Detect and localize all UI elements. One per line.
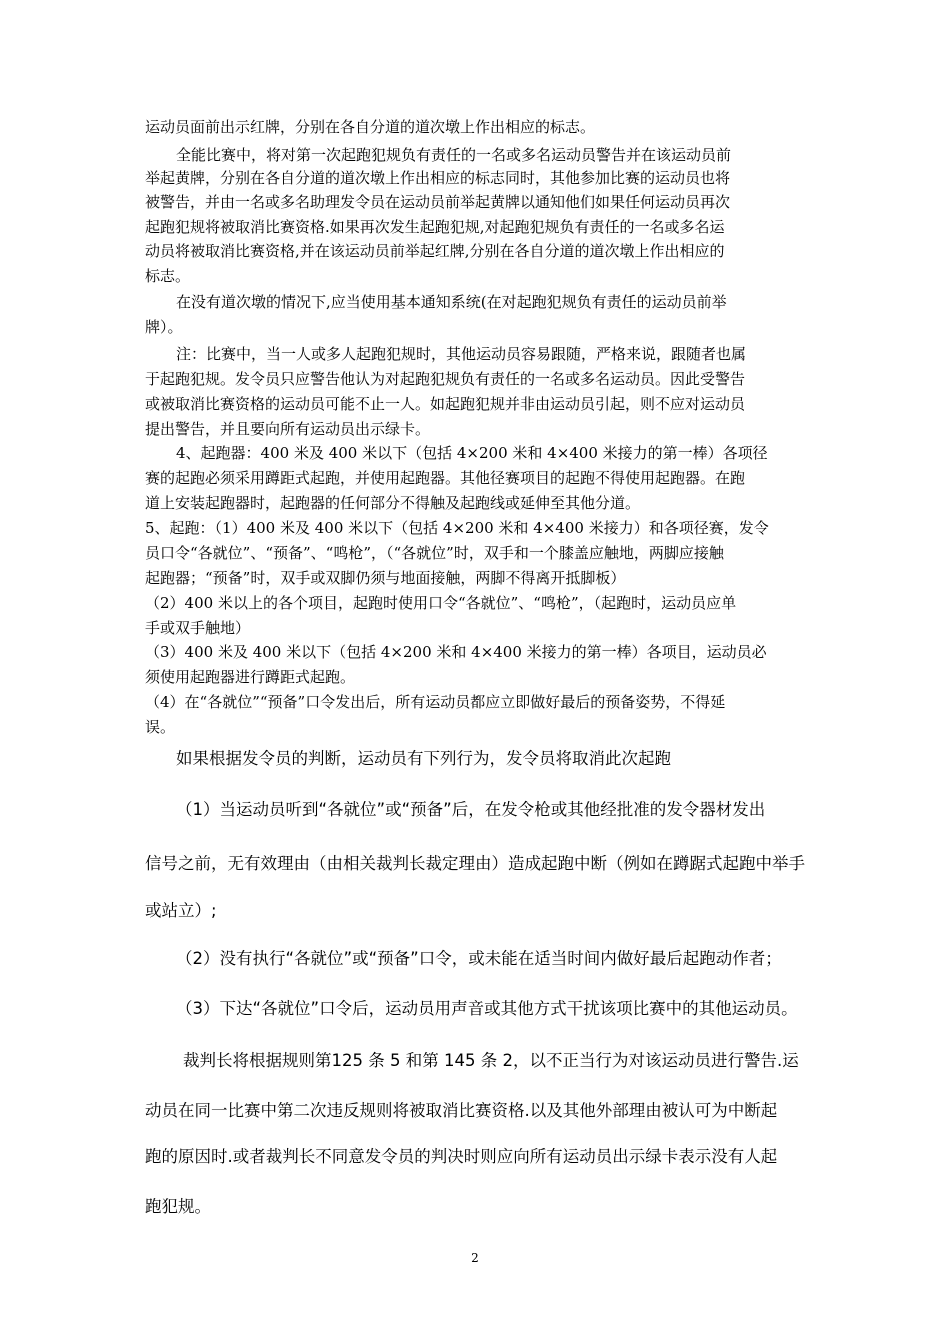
paragraph-line: 须使用起跑器进行蹲距式起跑。 bbox=[145, 668, 356, 686]
paragraph-line: 在没有道次墩的情况下,应当使用基本通知系统(在对起跑犯规负有责任的运动员前举 bbox=[176, 293, 727, 311]
paragraph-line: 道上安装起跑器时，起跑器的任何部分不得触及起跑线或延伸至其他分道。 bbox=[145, 494, 641, 512]
paragraph-line: 员口令“各就位”、“预备”、“鸣枪”，（“各就位”时，双手和一个膝盖应触地，两脚应接触 bbox=[145, 544, 724, 562]
paragraph-line: 举起黄牌，分别在各自分道的道次墩上作出相应的标志同时，其他参加比赛的运动员也将 bbox=[145, 169, 731, 187]
note-line: 提出警告，并且要向所有运动员出示绿卡。 bbox=[145, 420, 431, 438]
paragraph-line: 被警告，并由一名或多名助理发令员在运动员前举起黄牌以通知他们如果任何运动员再次 bbox=[145, 193, 731, 211]
paragraph-line: 动员在同一比赛中第二次违反规则将被取消比赛资格.以及其他外部理由被认可为中断起 bbox=[145, 1101, 778, 1120]
paragraph-line: 跑的原因时.或者裁判长不同意发令员的判决时则应向所有运动员出示绿卡表示没有人起 bbox=[145, 1147, 778, 1166]
paragraph-line: （2）没有执行“各就位”或“预备”口令，或未能在适当时间内做好最后起跑动作者； bbox=[176, 949, 782, 968]
note-line: 于起跑犯规。发令员只应警告他认为对起跑犯规负有责任的一名或多名运动员。因此受警告 bbox=[145, 370, 746, 388]
paragraph-line: 信号之前，无有效理由（由相关裁判长裁定理由）造成起跑中断（例如在蹲踞式起跑中举手 bbox=[145, 854, 805, 873]
paragraph-line: （2）400 米以上的各个项目，起跑时使用口令“各就位”、“鸣枪”，（起跑时，运动员应单 bbox=[145, 594, 737, 612]
paragraph-line: 或站立）; bbox=[145, 901, 217, 920]
page-number: 2 bbox=[471, 1251, 479, 1265]
paragraph-line: （3）下达“各就位”口令后，运动员用声音或其他方式干扰该项比赛中的其他运动员。 bbox=[176, 999, 798, 1018]
paragraph-line: （3）400 米及 400 米以下（包括 4×200 米和 4×400 米接力的第一棒）各项目，运动员必 bbox=[145, 643, 767, 661]
paragraph-line: （1）当运动员听到“各就位”或“预备”后，在发令枪或其他经批准的发令器材发出 bbox=[176, 800, 766, 819]
note-line: 注：比赛中，当一人或多人起跑犯规时，其他运动员容易跟随，严格来说，跟随者也属 bbox=[176, 345, 747, 363]
paragraph-line: 误。 bbox=[145, 718, 176, 736]
paragraph-line: 起跑犯规将被取消比赛资格.如果再次发生起跑犯规,对起跑犯规负有责任的一名或多名运 bbox=[145, 218, 725, 236]
paragraph-line: 标志。 bbox=[145, 267, 191, 285]
paragraph-line: 裁判长将根据规则第125 条 5 和第 145 条 2，以不正当行为对该运动员进行警告.运 bbox=[183, 1051, 799, 1070]
paragraph-line: 手或双手触地） bbox=[145, 619, 251, 637]
note-line: 或被取消比赛资格的运动员可能不止一人。如起跑犯规并非由运动员引起，则不应对运动员 bbox=[145, 395, 746, 413]
paragraph-line: 牌）。 bbox=[145, 318, 183, 336]
paragraph-line: 赛的起跑必须采用蹲距式起跑，并使用起跑器。其他径赛项目的起跑不得使用起跑器。在跑 bbox=[145, 469, 746, 487]
paragraph-line: （4）在“各就位”“预备”口令发出后，所有运动员都应立即做好最后的预备姿势，不得延 bbox=[145, 693, 726, 711]
paragraph-line: 跑犯规。 bbox=[145, 1197, 211, 1216]
paragraph-line: 4、起跑器：400 米及 400 米以下（包括 4×200 米和 4×400 米接力的第一棒）各项径 bbox=[176, 444, 768, 462]
paragraph-line: 起跑器；“预备”时，双手或双脚仍须与地面接触，两脚不得离开抵脚板） bbox=[145, 569, 626, 587]
paragraph-line: 全能比赛中，将对第一次起跑犯规负有责任的一名或多名运动员警告并在该运动员前 bbox=[176, 146, 732, 164]
paragraph-line: 动员将被取消比赛资格,并在该运动员前举起红牌,分别在各自分道的道次墩上作出相应的 bbox=[145, 242, 725, 260]
paragraph-line: 运动员面前出示红牌，分别在各自分道的道次墩上作出相应的标志。 bbox=[145, 118, 596, 136]
paragraph-line: 5、起跑：（1）400 米及 400 米以下（包括 4×200 米和 4×400 米接力）和各项径赛，发令 bbox=[145, 519, 769, 537]
paragraph-line: 如果根据发令员的判断，运动员有下列行为，发令员将取消此次起跑 bbox=[176, 749, 671, 768]
